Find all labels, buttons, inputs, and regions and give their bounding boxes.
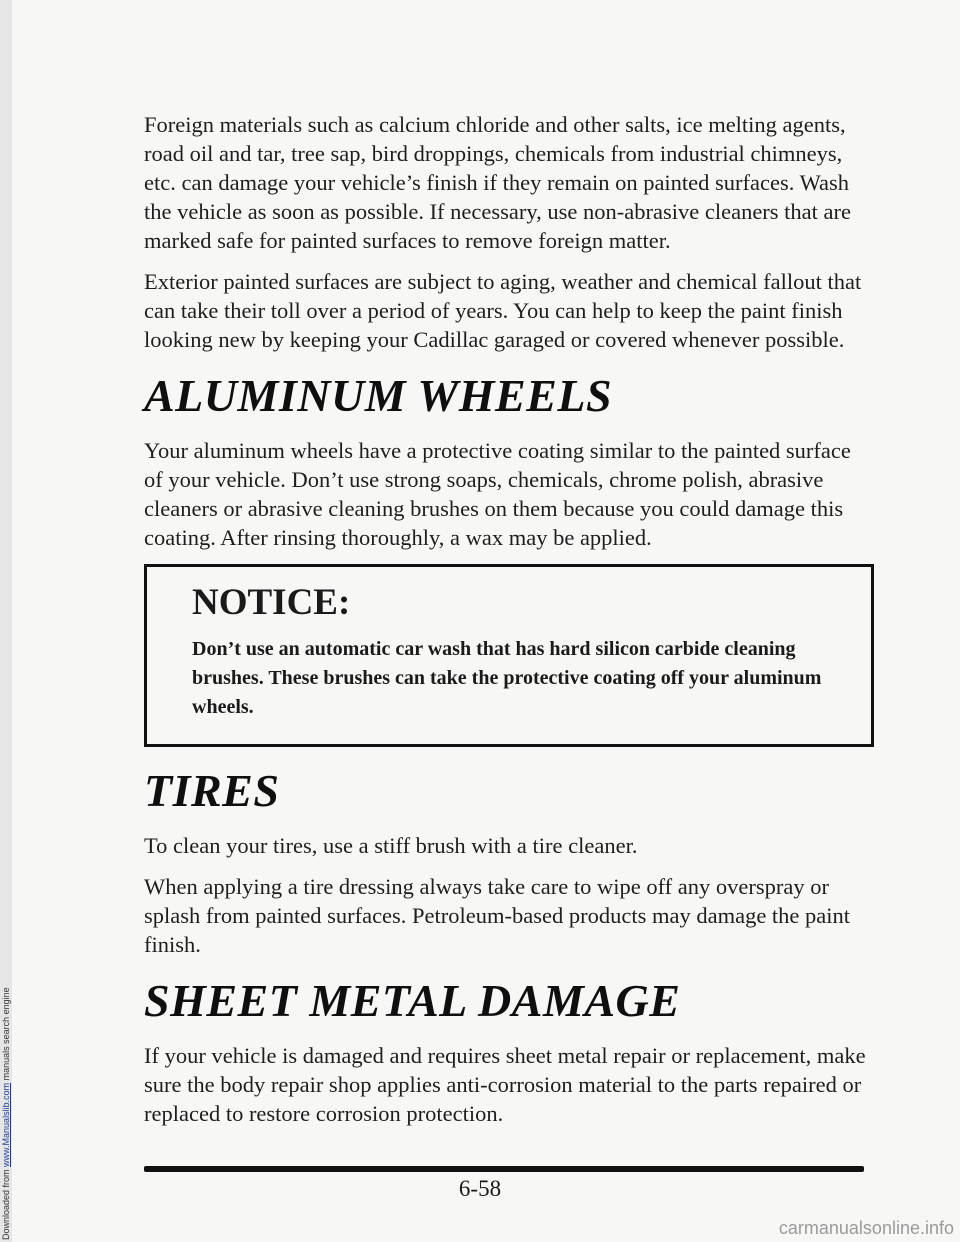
paragraph-aluminum-wheels: Your aluminum wheels have a protective coating similar to the painted surface of your vehicle. Don’t use strong soaps, chemicals, chrome polish, abrasive cleaners or abrasive cleaning brushes on them because you could damage this coating. After rinsing thoroughly, a wax may be applied. xyxy=(144,438,851,550)
paragraph-tires-clean: To clean your tires, use a stiff brush with a tire cleaner. xyxy=(144,833,638,858)
notice-body: Don’t use an automatic car wash that has hard silicon carbide cleaning brushes. These brushes can take the protective coating off your aluminum wheels. xyxy=(192,638,822,718)
notice-box xyxy=(144,564,874,747)
notice-title: NOTICE: xyxy=(192,582,351,623)
footer-rule xyxy=(144,1166,864,1172)
heading-aluminum-wheels: ALUMINUM WHEELS xyxy=(144,370,613,421)
page-number: 6-58 xyxy=(458,1176,502,1201)
heading-sheet-metal-damage: SHEET METAL DAMAGE xyxy=(144,975,681,1026)
paragraph-exterior-paint: Exterior painted surfaces are subject to aging, weather and chemical fallout that can take their toll over a period of years. You can help to keep the paint finish looking new by keeping your Cadillac garaged or covered whenever possible. xyxy=(144,269,862,352)
paragraph-tires-dressing: When applying a tire dressing always take care to wipe off any overspray or splash from painted surfaces. Petroleum-based products may damage the paint finish. xyxy=(144,874,851,957)
heading-tires: TIRES xyxy=(144,765,280,816)
download-notice xyxy=(1,987,11,1240)
paragraph-sheet-metal: If your vehicle is damaged and requires sheet metal repair or replacement, make sure the body repair shop applies anti-corrosion material to the parts repaired or replaced to restore corrosion protection. xyxy=(144,1043,866,1126)
watermark: carmanualsonline.info xyxy=(778,1218,954,1238)
download-sidebar xyxy=(0,0,12,1242)
download-prefix: Downloaded from xyxy=(1,1166,11,1240)
manual-page xyxy=(144,110,874,1140)
download-suffix: manuals search engine xyxy=(1,987,11,1083)
manualslib-link[interactable]: www.Manualslib.com xyxy=(1,1082,11,1167)
paragraph-foreign-materials: Foreign materials such as calcium chloride and other salts, ice melting agents, road oil and tar, tree sap, bird droppings, chemicals from industrial chimneys, etc. can damage your vehicle’s finish if they remain on painted surfaces. Wash the vehicle as soon as possible. If necessary, use non-abrasive cleaners that are marked safe for painted surfaces to remove foreign matter. xyxy=(144,112,852,253)
